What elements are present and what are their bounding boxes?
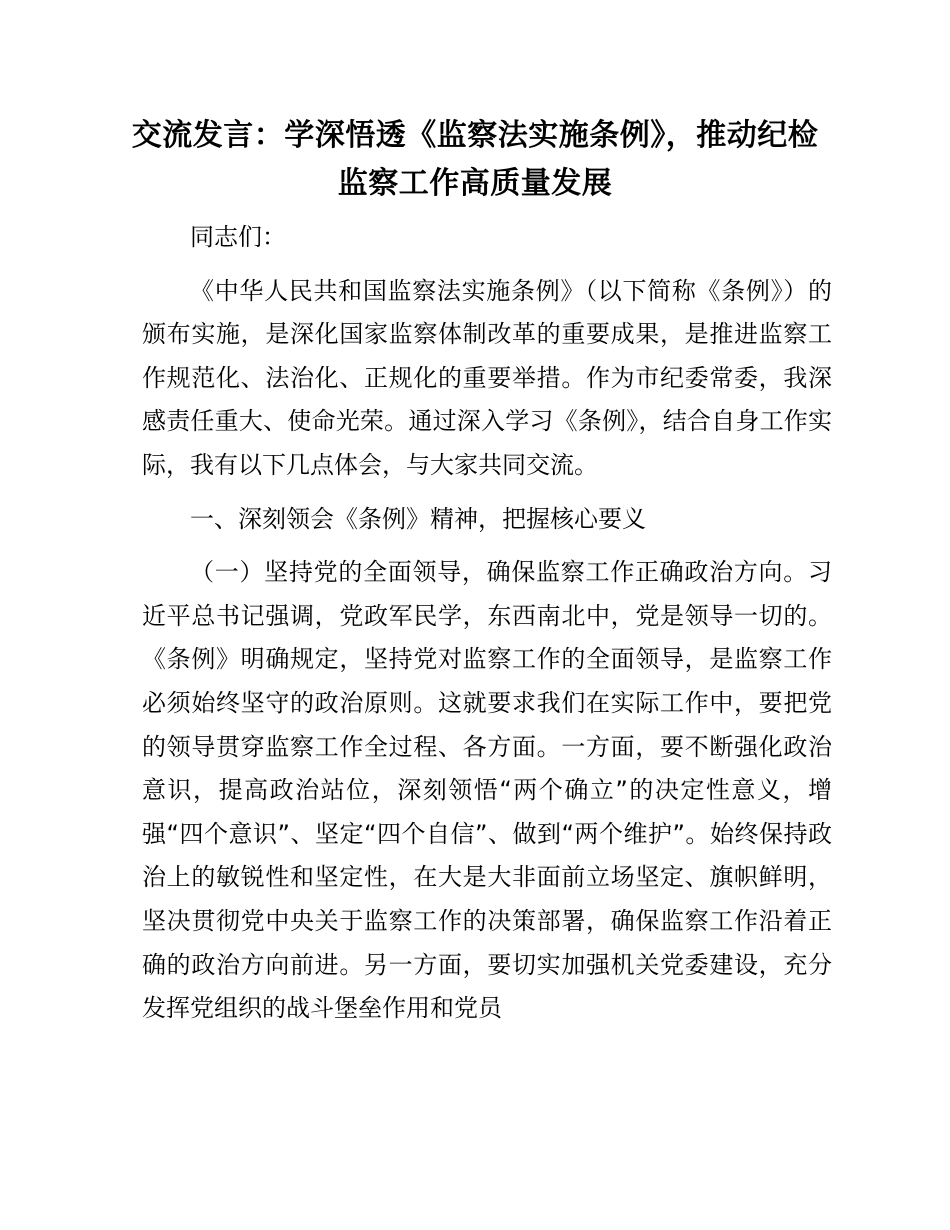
paragraph-intro: 《中华人民共和国监察法实施条例》（以下简称《条例》）的颁布实施，是深化国家监察体制改革的重要成果，是推进监察工作规范化、法治化、正规化的重要举措。作为市纪委常委，我深感责任重大、使命光荣。通过深入学习《条例》，结合自身工作实际，我有以下几点体会，与大家共同交流。: [142, 276, 832, 479]
document-title: 交流发言：学深悟透《监察法实施条例》，推动纪检监察工作高质量发展: [131, 118, 819, 201]
paragraph-subsection-1: （一）坚持党的全面领导，确保监察工作正确政治方向。习近平总书记强调，党政军民学，东西南北中，党是领导一切的。《条例》明确规定，坚持党对监察工作的全面领导，是监察工作必须始终坚守的政治原则。这就要求我们在实际工作中，要把党的领导贯穿监察工作全过程、各方面。一方面，要不断强化政治意识，提高政治站位，深刻领悟“两个确立”的决定性意义，增强“四个意识”、坚定“四个自信”、做到“两个维护”。始终保持政治上的敏锐性和坚定性，在大是大非面前立场坚定、旗帜鲜明，坚决贯彻党中央关于监察工作的决策部署，确保监察工作沿着正确的政治方向前进。另一方面，要切实加强机关党委建设，充分发挥党组织的战斗堡垒作用和党员: [142, 558, 832, 1023]
section-heading: 一、深刻领会《条例》精神，把握核心要义: [190, 504, 646, 533]
document-body: [142, 216, 832, 1041]
salutation: 同志们：: [190, 223, 286, 251]
